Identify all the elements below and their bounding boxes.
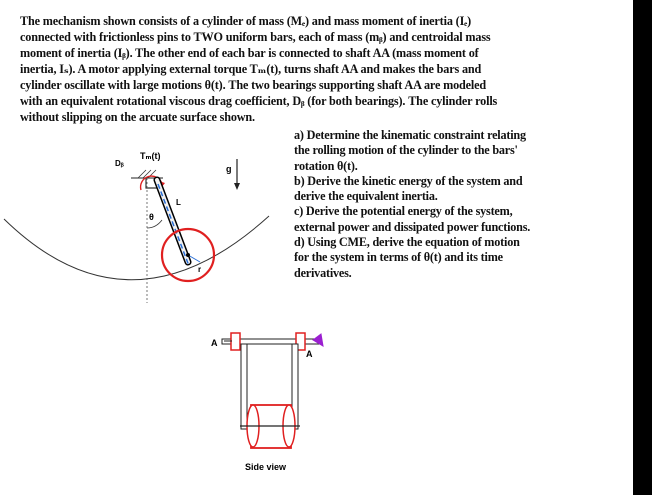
question-line: c) Derive the potential energy of the system, <box>294 204 513 219</box>
question-line: a) Determine the kinematic constraint relating <box>294 128 526 142</box>
angle-label: θ <box>149 212 154 222</box>
problem-line: moment of inertia (Iᵦ). The other end of each bar is connected to shaft AA (mass moment of <box>20 46 479 60</box>
problem-line: with an equivalent rotational viscous drag coefficient, Dᵦ (for both bearings). The cylinder rolls <box>20 94 498 108</box>
problem-line: inertia, Iₛ). A motor applying external torque Tₘ(t), turns shaft AA and makes the bars and <box>20 62 482 76</box>
question-line: d) Using CME, derive the equation of motion <box>294 235 520 250</box>
problem-line: cylinder oscillate with large motions θ(t). The two bearings supporting shaft AA are modeled <box>20 78 487 92</box>
question-line: the rolling motion of the cylinder to the bars' <box>294 143 518 158</box>
question-line: b) Derive the kinetic energy of the system and <box>294 173 523 188</box>
question-line: rotation θ(t). <box>294 158 358 173</box>
side-view-caption: Side view <box>245 462 287 472</box>
bar-left-side <box>241 344 247 429</box>
bearing-left <box>231 333 240 350</box>
question-line: for the system in terms of θ(t) and its time <box>294 250 503 265</box>
bar-length-label: L <box>176 198 181 207</box>
gravity-label: g <box>226 164 232 174</box>
torque-label: Tₘ(t) <box>140 151 161 161</box>
radius-label: r <box>198 265 202 274</box>
question-line: derive the equivalent inertia. <box>294 189 438 204</box>
problem-line: The mechanism shown consists of a cylinder of mass (Mₑ) and mass moment of inertia (Iₑ) <box>20 14 472 28</box>
shaft-label-left: A <box>211 338 218 348</box>
problem-line: connected with frictionless pins to TWO uniform bars, each of mass (mᵦ) and centroidal mass <box>20 30 491 44</box>
question-line: external power and dissipated power functions. <box>294 219 531 234</box>
drag-label: Dᵦ <box>115 159 124 168</box>
problem-line: without slipping on the arcuate surface shown. <box>20 110 255 124</box>
question-line: derivatives. <box>294 265 352 280</box>
shaft-label-right: A <box>306 349 313 359</box>
